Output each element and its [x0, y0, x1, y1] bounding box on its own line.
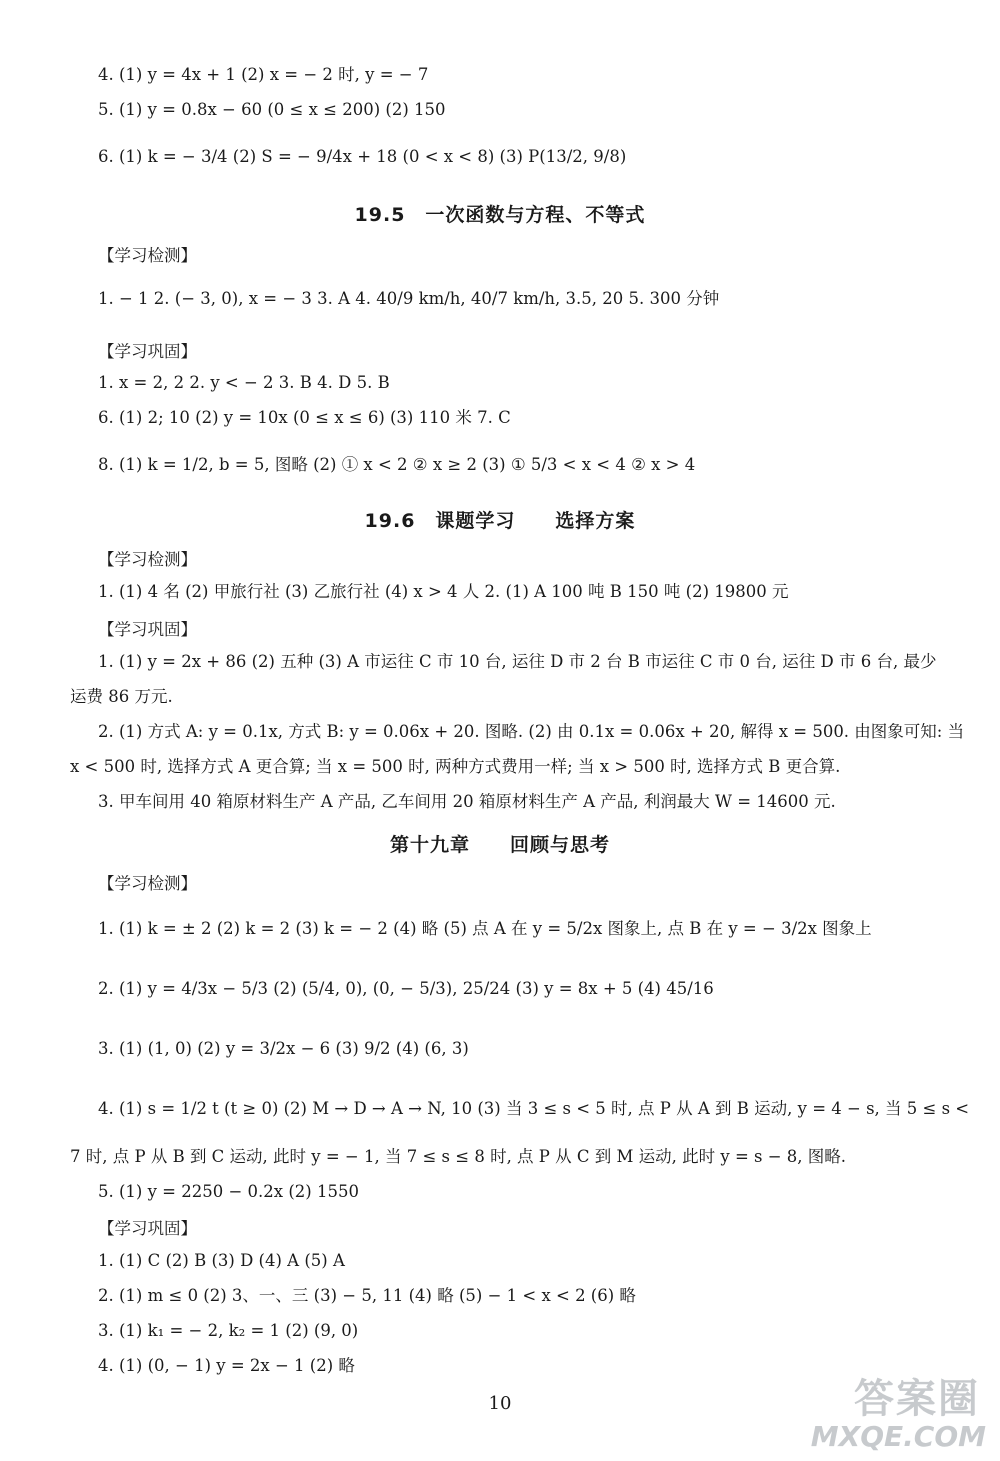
answer-line: 2. (1) 方式 A: y = 0.1x, 方式 B: y = 0.06x + 20. 图略. (2) 由 0.1x = 0.06x + 20, 解得 x = 500. 由图象可知: 当 [98, 722, 965, 741]
answer-line: 5. (1) y = 0.8x − 60 (0 ≤ x ≤ 200) (2) 150 [98, 100, 446, 119]
answer-line: 3. (1) k₁ = − 2, k₂ = 1 (2) (9, 0) [98, 1321, 359, 1340]
section-heading: 19.6 课题学习 选择方案 [364, 510, 636, 532]
watermark-en: MXQE.COM [810, 1420, 986, 1453]
answer-line: 4. (1) (0, − 1) y = 2x − 1 (2) 略 [98, 1356, 355, 1375]
answer-line: 3. 甲车间用 40 箱原材料生产 A 产品, 乙车间用 20 箱原材料生产 A 产品, 利润最大 W = 14600 元. [98, 792, 836, 811]
answer-line: 运费 86 万元. [70, 687, 173, 706]
answer-line: 1. (1) k = ± 2 (2) k = 2 (3) k = − 2 (4) 略 (5) 点 A 在 y = 5/2x 图象上, 点 B 在 y = − 3/2x 图象上 [98, 919, 872, 938]
section-tag: 【学习巩固】 [98, 342, 197, 361]
answer-line: 1. (1) y = 2x + 86 (2) 五种 (3) A 市运往 C 市 10 台, 运往 D 市 2 台 B 市运往 C 市 0 台, 运往 D 市 6 台, 最少 [98, 652, 937, 671]
answer-line: 2. (1) m ≤ 0 (2) 3、一、三 (3) − 5, 11 (4) 略 (5) − 1 < x < 2 (6) 略 [98, 1286, 636, 1305]
section-tag: 【学习检测】 [98, 246, 197, 265]
watermark-logo [790, 1367, 990, 1453]
answer-line: 8. (1) k = 1/2, b = 5, 图略 (2) ① x < 2 ② x ≥ 2 (3) ① 5/3 < x < 4 ② x > 4 [98, 455, 696, 474]
section-tag: 【学习巩固】 [98, 1219, 197, 1238]
section-tag: 【学习巩固】 [98, 620, 197, 639]
answer-line: 1. − 1 2. (− 3, 0), x = − 3 3. A 4. 40/9 km/h, 40/7 km/h, 3.5, 20 5. 300 分钟 [98, 289, 720, 308]
answer-line: 4. (1) y = 4x + 1 (2) x = − 2 时, y = − 7 [98, 65, 429, 84]
answer-line: 6. (1) 2; 10 (2) y = 10x (0 ≤ x ≤ 6) (3) 110 米 7. C [98, 408, 511, 427]
watermark-cn: 答案圈 [854, 1376, 980, 1422]
section-tag: 【学习检测】 [98, 874, 197, 893]
answer-line: 1. (1) 4 名 (2) 甲旅行社 (3) 乙旅行社 (4) x > 4 人 2. (1) A 100 吨 B 150 吨 (2) 19800 元 [98, 582, 789, 601]
section-heading: 第十九章 回顾与思考 [389, 834, 610, 856]
answer-line: 1. x = 2, 2 2. y < − 2 3. B 4. D 5. B [98, 373, 390, 392]
answer-line: 4. (1) s = 1/2 t (t ≥ 0) (2) M → D → A → N, 10 (3) 当 3 ≤ s < 5 时, 点 P 从 A 到 B 运动, y = 4 − s, 当 5 ≤ s < [98, 1099, 970, 1118]
answer-line: 5. (1) y = 2250 − 0.2x (2) 1550 [98, 1182, 359, 1201]
page-number: 10 [488, 1393, 512, 1414]
answer-line: 3. (1) (1, 0) (2) y = 3/2x − 6 (3) 9/2 (4) (6, 3) [98, 1039, 469, 1058]
answer-line: 2. (1) y = 4/3x − 5/3 (2) (5/4, 0), (0, − 5/3), 25/24 (3) y = 8x + 5 (4) 45/16 [98, 979, 714, 998]
answer-line: 1. (1) C (2) B (3) D (4) A (5) A [98, 1251, 345, 1270]
section-heading: 19.5 一次函数与方程、不等式 [354, 204, 646, 226]
answer-line: 7 时, 点 P 从 B 到 C 运动, 此时 y = − 1, 当 7 ≤ s ≤ 8 时, 点 P 从 C 到 M 运动, 此时 y = s − 8, 图略. [70, 1147, 847, 1166]
answer-line: 6. (1) k = − 3/4 (2) S = − 9/4x + 18 (0 < x < 8) (3) P(13/2, 9/8) [98, 147, 627, 166]
answer-line: x < 500 时, 选择方式 A 更合算; 当 x = 500 时, 两种方式费用一样; 当 x > 500 时, 选择方式 B 更合算. [70, 757, 841, 776]
section-tag: 【学习检测】 [98, 550, 197, 569]
